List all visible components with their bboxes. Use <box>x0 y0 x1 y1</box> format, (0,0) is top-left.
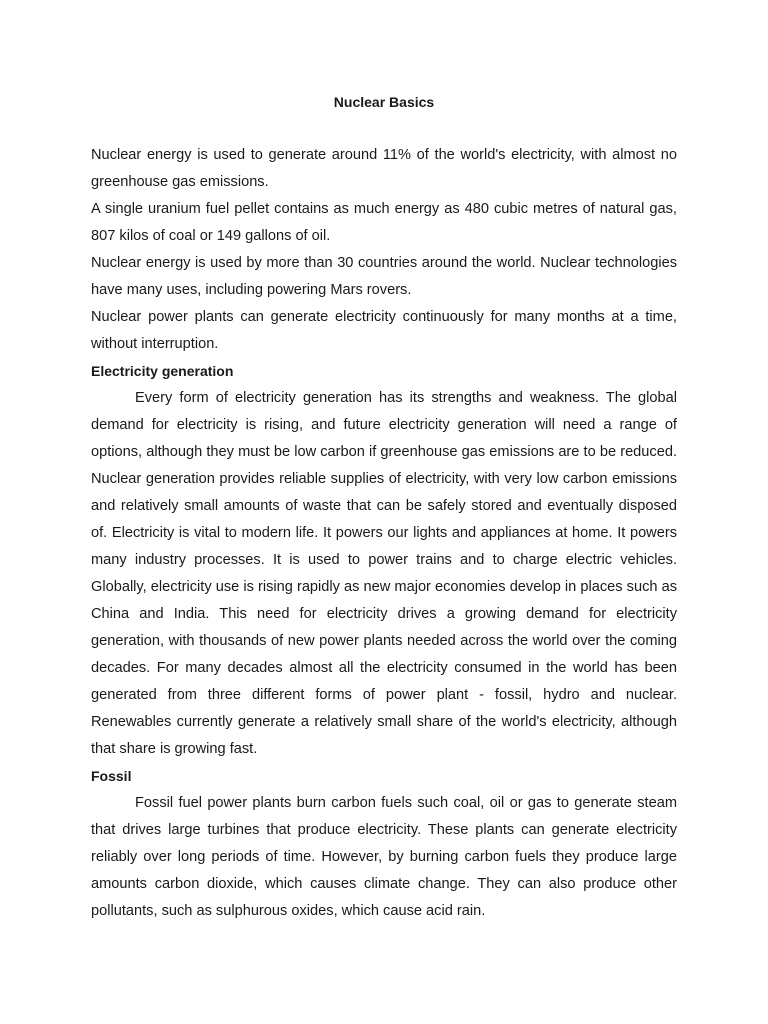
intro-paragraph-4: Nuclear power plants can generate electricity continuously for many months at a time, without interruption. <box>91 309 677 352</box>
document-body <box>91 89 677 925</box>
page-title: Nuclear Basics <box>333 94 435 110</box>
intro-paragraph-1: Nuclear energy is used to generate around 11% of the world's electricity, with almost no greenhouse gas emissions. <box>91 147 677 190</box>
section-heading-electricity-generation: Electricity generation <box>91 363 234 379</box>
intro-paragraph-2: A single uranium fuel pellet contains as much energy as 480 cubic metres of natural gas, 807 kilos of coal or 149 gallons of oil. <box>91 201 677 244</box>
section-body-fossil: Fossil fuel power plants burn carbon fuels such coal, oil or gas to generate steam that drives large turbines that produce electricity. These plants can generate electricity reliably over long periods of time. However, by burning carbon fuels they produce large amounts carbon dioxide, which causes climate change. They can also produce other pollutants, such as sulphurous oxides, which cause acid rain. <box>91 795 677 919</box>
section-heading-fossil: Fossil <box>91 768 132 784</box>
intro-paragraph-3: Nuclear energy is used by more than 30 countries around the world. Nuclear technologies have many uses, including powering Mars rovers. <box>91 255 677 298</box>
section-body-electricity-generation: Every form of electricity generation has its strengths and weakness. The global demand for electricity is rising, and future electricity generation will need a range of options, although they must be low carbon if greenhouse gas emissions are to be reduced. Nuclear generation provides reliable supplies of electricity, with very low carbon emissions and relatively small amounts of waste that can be safely stored and eventually disposed of. Electricity is vital to modern life. It powers our lights and appliances at home. It powers many industry processes. It is used to power trains and to charge electric vehicles. Globally, electricity use is rising rapidly as new major economies develop in places such as China and India. This need for electricity drives a growing demand for electricity generation, with thousands of new power plants needed across the world over the coming decades. For many decades almost all the electricity consumed in the world has been generated from three different forms of power plant - fossil, hydro and nuclear. Renewables currently generate a relatively small share of the world's electricity, although that share is growing fast. <box>91 390 677 757</box>
